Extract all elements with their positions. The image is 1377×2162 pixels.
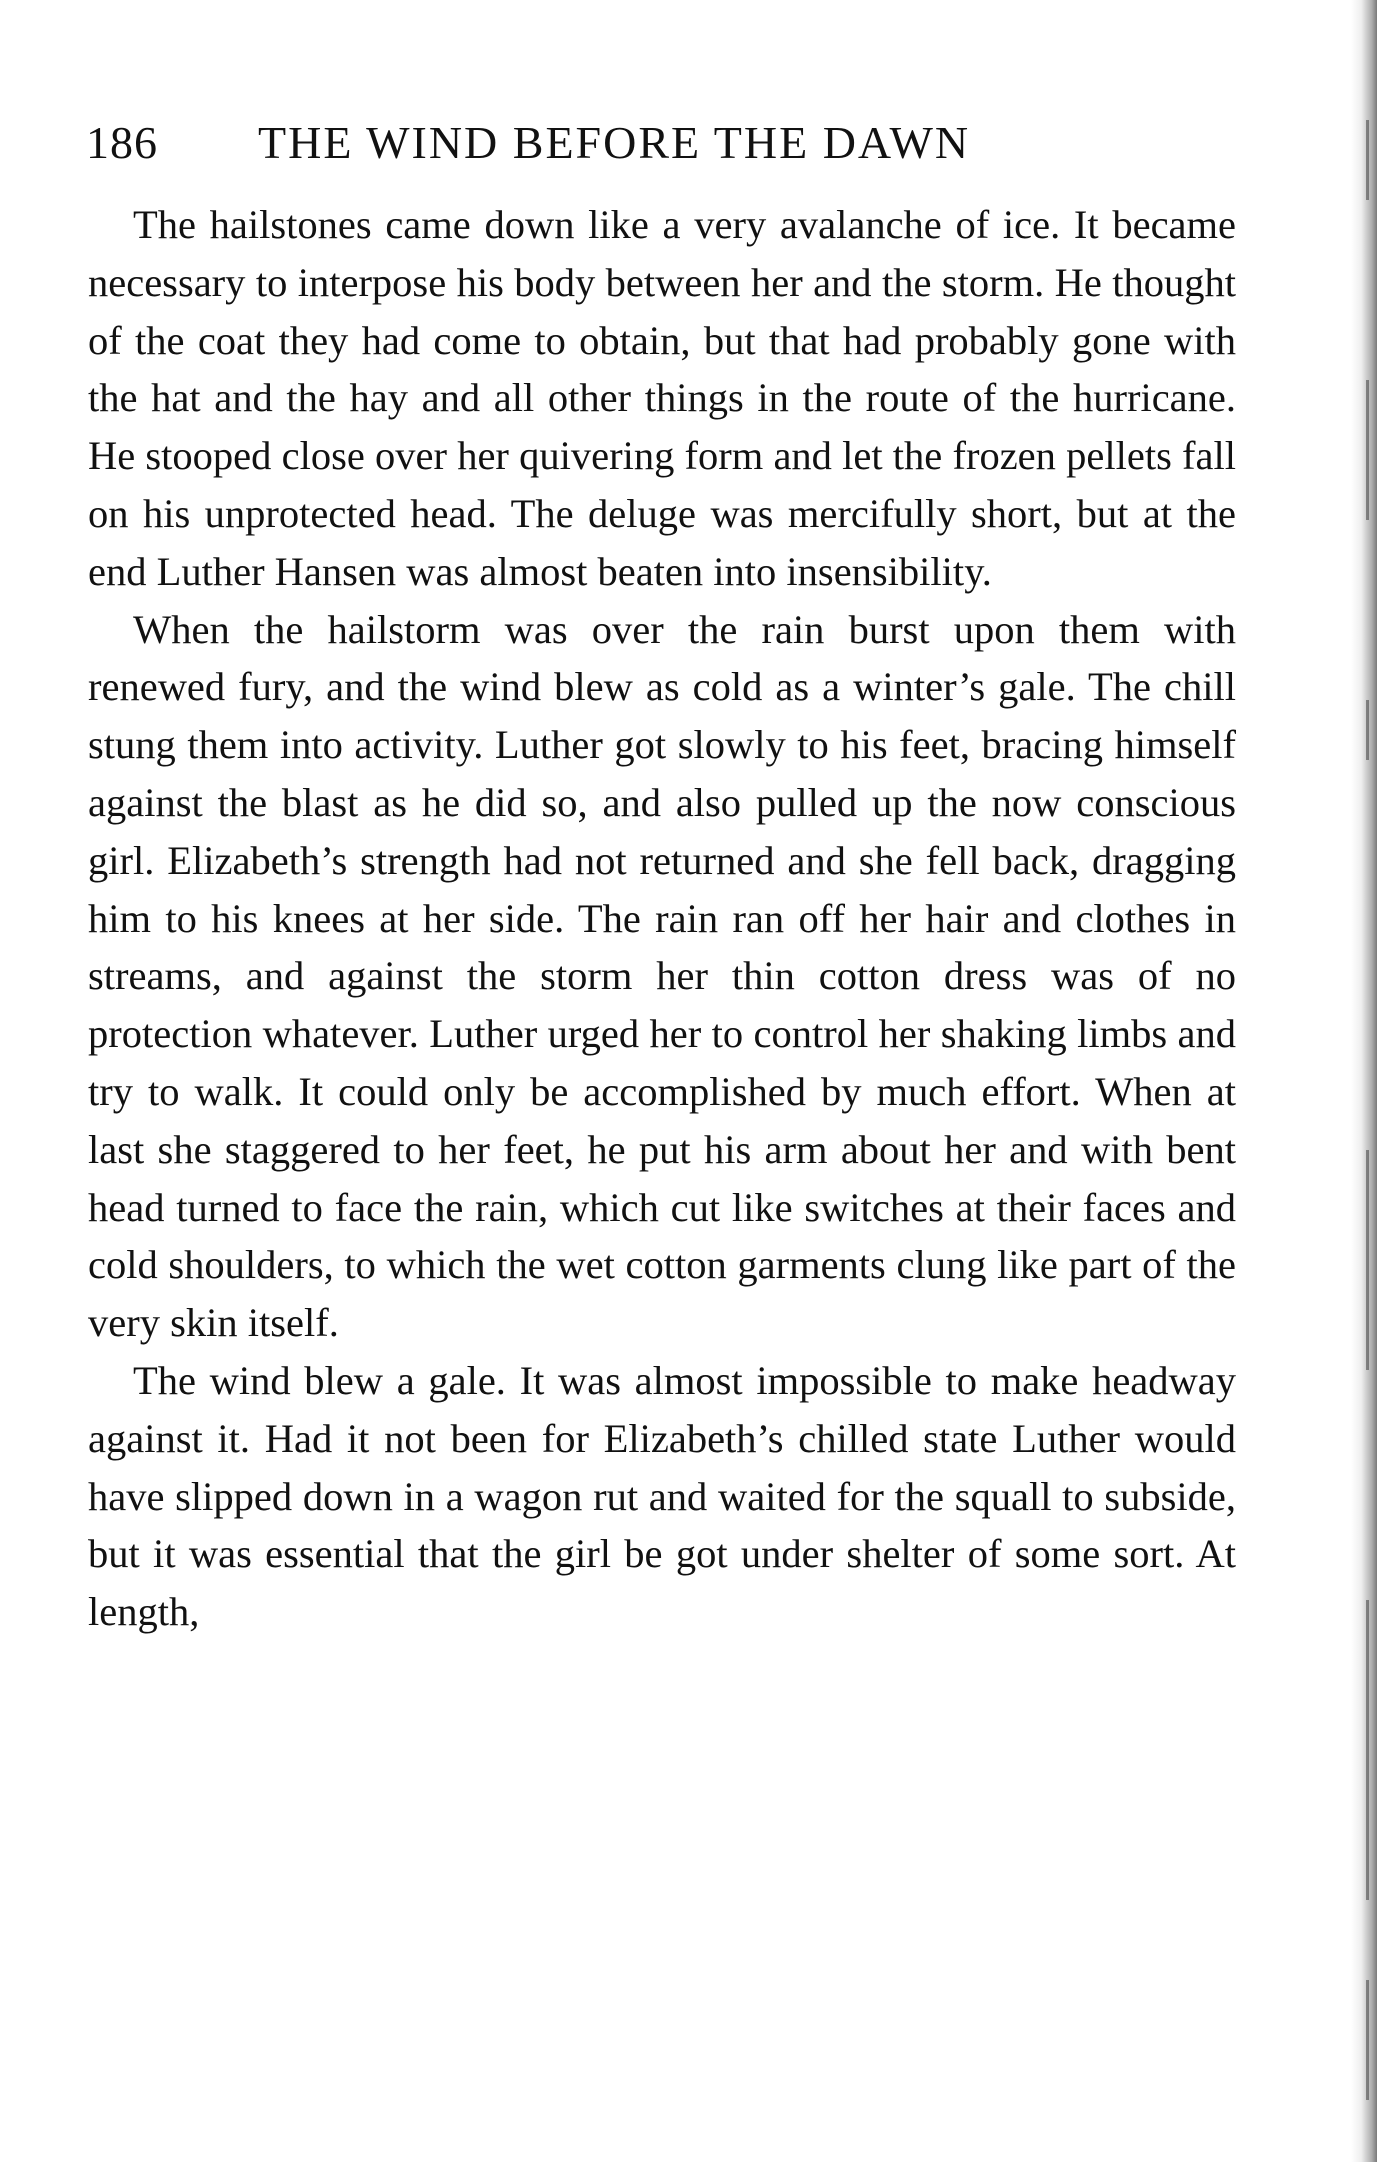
edge-mark [1366, 1600, 1369, 1900]
paragraph-3: The wind blew a gale. It was almost impossible to make headway against it. Had it not been for Elizabeth’s chilled state Luther would have slipped down in a wagon rut and waited for the squall to subside, but it was essential that the girl be got under shelter of some sort. At length, [88, 1357, 1236, 1635]
edge-mark [1366, 380, 1369, 520]
body-text [88, 196, 1236, 1641]
page-header [86, 108, 1246, 178]
edge-mark [1366, 120, 1369, 200]
paragraph-2: When the hailstorm was over the rain burst upon them with renewed fury, and the wind blew as cold as a winter’s gale. The chill stung them into activity. Luther got slowly to his feet, bracing himself against the blast as he did so, and also pulled up the now conscious girl. Elizabeth’s strength had not returned and she fell back, dragging him to his knees at her side. The rain ran off her hair and clothes in streams, and against the storm her thin cotton dress was of no protection whatever. Luther urged her to control her shaking limbs and try to walk. It could only be accomplished by much effort. When at last she staggered to her feet, he put his arm about her and with bent head turned to face the rain, which cut like switches at their faces and cold shoulders, to which the wet cotton garments clung like part of the very skin itself. [88, 606, 1236, 1346]
edge-mark [1366, 1980, 1369, 2100]
edge-mark [1366, 1150, 1369, 1370]
page-edge-shadow [1351, 0, 1377, 2162]
running-title: THE WIND BEFORE THE DAWN [258, 117, 971, 168]
edge-mark [1366, 700, 1369, 760]
paragraph-1: The hailstones came down like a very avalanche of ice. It became necessary to interpose his body between her and the storm. He thought of the coat they had come to obtain, but that had probably gone with the hat and the hay and all other things in the route of the hurricane. He stooped close over her quivering form and let the frozen pellets fall on his unprotected head. The deluge was mercifully short, but at the end Luther Hansen was almost beaten into insensibility. [88, 202, 1236, 594]
page-number: 186 [86, 117, 158, 168]
